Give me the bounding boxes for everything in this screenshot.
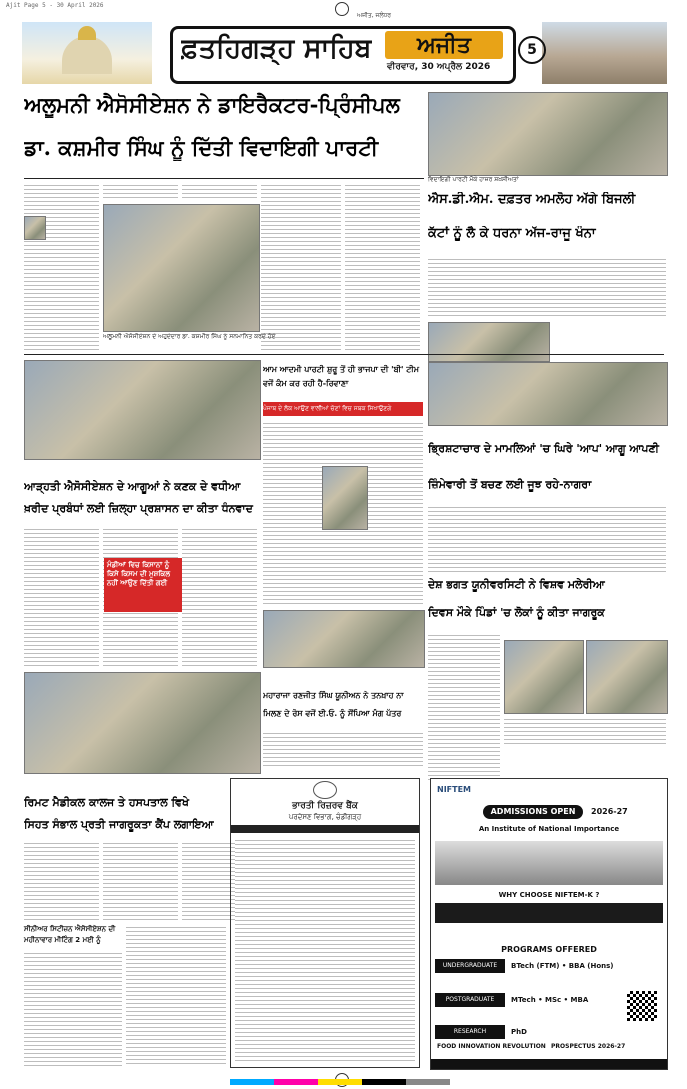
lead-text-col1 [24,182,99,350]
dharna-text [428,256,666,318]
ad-banner: ADMISSIONS OPEN [483,805,583,819]
bhrishtachar-headline-line1: ਭ੍ਰਿਸ਼ਟਾਚਾਰ ਦੇ ਮਾਮਲਿਆਂ 'ਚ ਘਿਰੇ 'ਆਪ' ਆਗੂ ਆਪਣੀ [428,442,659,455]
rule [24,354,664,355]
malaria-photo-1 [504,640,584,714]
page-number: 5 [518,36,546,64]
lead-text-col2 [103,182,178,200]
lead-inset-photo [24,216,46,240]
ad-bottom-bar [431,1059,667,1069]
dharna-headline-line1: ਐਸ.ਡੀ.ਐਮ. ਦਫ਼ਤਰ ਅਮਲੋਹ ਅੱਗੇ ਬਿਜਲੀ [428,192,636,207]
rimt-text-mid [103,840,178,920]
malaria-headline-line2: ਦਿਵਸ ਮੌਕੇ ਪਿੰਡਾਂ 'ਚ ਲੋਕਾਂ ਨੂੰ ਕੀਤਾ ਜਾਗਰੂਕ [428,606,605,619]
maharaja-headline-line2: ਮਿਲਣ ਦੇ ਰੋਸ ਵਜੋਂ ਈ.ਓ. ਨੂੰ ਸੌਂਪਿਆ ਮੰਗ ਪੱਤਰ [263,708,402,718]
aap-portrait [322,466,368,530]
malaria-caption-text [504,716,666,746]
dharna-headline-line2: ਕੱਟਾਂ ਨੂੰ ਲੈ ਕੇ ਧਰਨਾ ਅੱਜ-ਰਾਜੂ ਖੰਨਾ [428,226,596,241]
ad-items: BTech (FTM) • BBA (Hons) [511,962,614,970]
ad-why: WHY CHOOSE NIFTEM-K ? [498,891,600,899]
print-slug: Ajit Page 5 - 30 April 2026 [6,2,104,9]
lead-headline-line2: ਡਾ. ਕਸ਼ਮੀਰ ਸਿੰਘ ਨੂੰ ਦਿੱਤੀ ਵਿਦਾਇਗੀ ਪਾਰਟੀ [24,135,379,160]
registration-mark [335,2,349,16]
lead-text-col4 [261,182,341,350]
arhtiya-pullquote: ਮੰਡੀਆਂ ਵਿਚ ਕਿਸਾਨਾਂ ਨੂੰ ਕਿਸੇ ਕਿਸਮ ਦੀ ਮੁਸ਼ਕਿਲ ਨਹੀਂ ਆਉਣ ਦਿੱਤੀ ਗਈ [104,558,182,612]
ad-features [435,903,663,923]
bottom-text [126,924,226,1066]
rimt-headline-line1: ਰਿਮਟ ਮੈਡੀਕਲ ਕਾਲਜ ਤੇ ਹਸਪਤਾਲ ਵਿਖੇ [24,796,189,809]
rimt-text-left [24,840,99,920]
ad-level: UNDERGRADUATE [435,959,505,973]
lead-headline-line1: ਅਲੂਮਨੀ ਐਸੋਸੀਏਸ਼ਨ ਨੇ ਡਾਇਰੈਕਟਰ-ਪ੍ਰਿੰਸੀਪਲ [24,92,400,117]
masthead [22,12,667,84]
bhrishtachar-text [428,504,666,574]
fort-image [542,22,667,84]
rbi-dept: ਪਰਦੇਸਣ ਵਿਭਾਗ, ਚੰਡੀਗੜ੍ਹ [288,813,362,821]
ad-items: PhD [511,1028,527,1036]
rimt-headline-line2: ਸਿਹਤ ਸੰਭਾਲ ਪ੍ਰਤੀ ਜਾਗਰੂਕਤਾ ਕੈਂਪ ਲਗਾਇਆ [24,818,214,831]
ad-tagline: An Institute of National Importance [478,825,620,833]
rule [24,178,424,179]
color-bar [230,1079,450,1085]
rbi-emblem [313,781,337,799]
rbi-dark-band [231,825,419,833]
edition-date: ਵੀਰਵਾਰ, 30 ਅਪ੍ਰੈਲ 2026 [387,62,491,72]
rbi-bank-name: ਭਾਰਤੀ ਰਿਜ਼ਰਵ ਬੈਂਕ [292,801,358,811]
malaria-text [428,632,500,782]
section-title: ਫ਼ਤਹਿਗੜ੍ਹ ਸਾਹਿਬ [181,33,372,64]
maharaja-headline-line1: ਮਹਾਰਾਜਾ ਰਣਜੀਤ ਸਿੰਘ ਯੂਨੀਅਨ ਨੇ ਤਨਖ਼ਾਹ ਨਾ [263,690,404,700]
brand-logo: ਅਜੀਤ [385,31,503,59]
aap-red-strap: ਪੰਜਾਬ ਦੇ ਲੋਕ ਆਉਣ ਵਾਲੀਆਂ ਚੋਣਾਂ ਵਿਚ ਸਬਕ ਸਿਖਾਉਣਗੇ [263,402,423,416]
niftem-logo: NIFTEM [437,785,472,794]
arhtiya-text-right [182,526,257,666]
malaria-photo-2 [586,640,668,714]
maharaja-photo [263,610,425,668]
maharaja-text [263,730,423,766]
temple-image [22,22,152,84]
ad-session: 2026-27 [591,807,628,816]
bhrishtachar-headline-line2: ਜ਼ਿੰਮੇਵਾਰੀ ਤੋਂ ਬਚਣ ਲਈ ਜੂਝ ਰਹੇ-ਨਾਗਰਾ [428,478,592,491]
top-right-caption: ਵਿਦਾਇਗੀ ਪਾਰਟੀ ਮੌਕੇ ਹਾਜ਼ਰ ਸ਼ਖ਼ਸੀਅਤਾਂ [428,176,519,183]
qr-code-icon [627,991,657,1021]
lead-text-col3 [182,182,257,200]
rbi-notice [230,778,420,1068]
arhtiya-headline-line2: ਖ਼ਰੀਦ ਪ੍ਰਬੰਧਾਂ ਲਈ ਜ਼ਿਲ੍ਹਾ ਪ੍ਰਸ਼ਾਸਨ ਦਾ ਕੀਤਾ ਧੰਨਵਾਦ [24,502,253,515]
malaria-headline-line1: ਦੇਸ਼ ਭਗਤ ਯੂਨੀਵਰਸਿਟੀ ਨੇ ਵਿਸ਼ਵ ਮਲੇਰੀਆ [428,578,605,591]
ad-footer: FOOD INNOVATION REVOLUTION [437,1043,546,1050]
ad-items: MTech • MSc • MBA [511,996,589,1004]
top-right-photo [428,92,668,176]
ad-level: RESEARCH [435,1025,505,1039]
ad-level: POSTGRADUATE [435,993,505,1007]
association-subhead: ਸੀਨੀਅਰ ਸਿਟੀਜ਼ਨ ਐਸੋਸੀਏਸ਼ਨ ਦੀ ਮਹੀਨਾਵਾਰ ਮੀਟਿੰਗ 2 ਮਈ ਨੂੰ [24,925,116,944]
ad-building-image [435,841,663,885]
lead-text-col5 [345,182,420,350]
ad-row-research [435,1025,663,1039]
arhtiya-text-left [24,526,99,666]
edition-label: ਅਜੀਤ, ਜਲੰਧਰ [357,12,392,19]
rbi-notice-text [235,837,415,1063]
title-box [170,26,516,84]
aap-headline: ਆਮ ਆਦਮੀ ਪਾਰਟੀ ਸ਼ੁਰੂ ਤੋਂ ਹੀ ਭਾਜਪਾ ਦੀ 'ਬੀ' ਟੀਮ ਵਜੋਂ ਕੰਮ ਕਰ ਰਹੀ ਹੈ-ਰਿਵਾਣਾ [263,364,420,388]
ad-programs-title: PROGRAMS OFFERED [501,945,597,954]
ad-prospectus: PROSPECTUS 2026-27 [551,1043,626,1050]
association-text [24,950,122,1066]
rimt-photo [24,672,261,774]
arhtiya-photo [24,360,261,460]
ad-row-ug [435,959,663,973]
arhtiya-headline-line1: ਆੜ੍ਹਤੀ ਐਸੋਸੀਏਸ਼ਨ ਦੇ ਆਗੂਆਂ ਨੇ ਕਣਕ ਦੇ ਵਧੀਆ [24,480,241,493]
niftem-ad [430,778,668,1070]
lead-photo-caption: ਅਲੂਮਨੀ ਐਸੋਸੀਏਸ਼ਨ ਦੇ ਅਹੁਦੇਦਾਰ ਡਾ. ਕਸ਼ਮੀਰ ਸਿੰਘ ਨੂੰ ਸਨਮਾਨਿਤ ਕਰਦੇ ਹੋਏ [103,333,276,340]
dharna-photo [428,322,550,362]
lead-photo [103,204,260,332]
bhrishtachar-photo [428,362,668,426]
